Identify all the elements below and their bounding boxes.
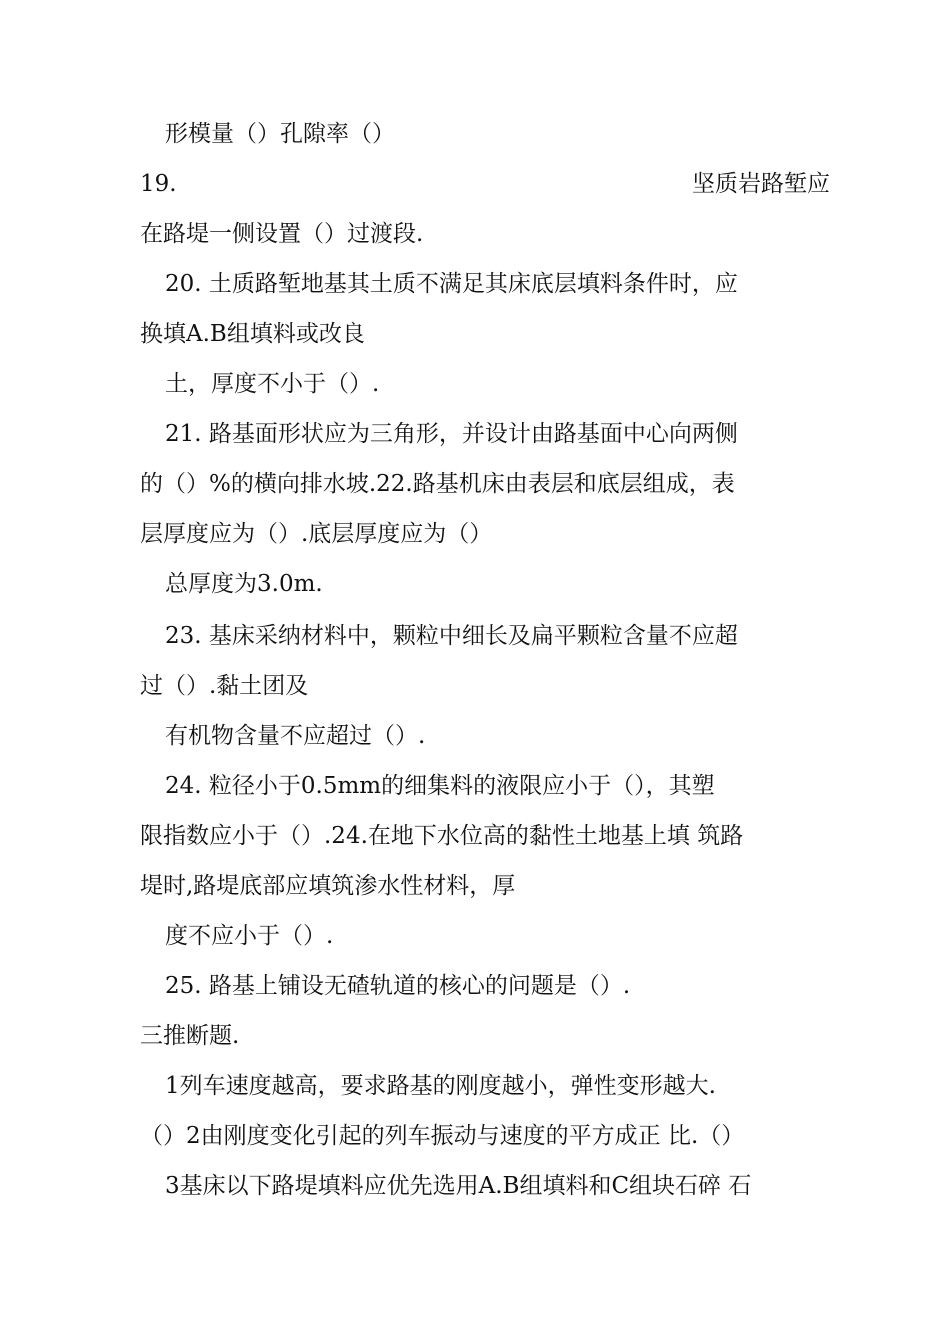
text-line: 有机物含量不应超过（）. (165, 723, 426, 749)
section-heading: 三推断题. (140, 1023, 240, 1049)
text-line: 总厚度为3.0m. (165, 571, 323, 597)
text-line: 在路堤一侧设置（）过渡段. (140, 221, 424, 247)
text-line: 层厚度应为（）.底层厚度应为（） (140, 521, 493, 547)
text-line: 形模量（）孔隙率（） (165, 121, 395, 147)
text-line: 23. 基床采纳材料中，颗粒中细长及扁平颗粒含量不应超 (165, 623, 738, 649)
text-line: 21. 路基面形状应为三角形，并设计由路基面中心向两侧 (165, 421, 738, 447)
text-segment: 坚质岩路堑应 (692, 171, 830, 197)
text-line: 土，厚度不小于（）. (165, 371, 380, 397)
text-line: 的（）%的横向排水坡.22.路基机床由表层和底层组成，表 (140, 471, 735, 497)
text-line-justified (140, 166, 830, 202)
text-line: 堤时,路堤底部应填筑渗水性材料，厚 (140, 873, 516, 899)
text-line: （）2由刚度变化引起的列车振动与速度的平方成正 比.（） (140, 1123, 745, 1149)
text-line: 3基床以下路堤填料应优先选用A.B组填料和C组块石碎 石 (165, 1173, 752, 1199)
text-line: 限指数应小于（）.24.在地下水位高的黏性土地基上填 筑路 (140, 823, 744, 849)
question-number: 19. (140, 171, 177, 197)
text-line: 过（）.黏土团及 (140, 673, 309, 699)
text-line: 25. 路基上铺设无碴轨道的核心的问题是（）. (165, 973, 631, 999)
text-line: 度不应小于（）. (165, 923, 334, 949)
text-line: 24. 粒径小于0.5mm的细集料的液限应小于（），其塑 (165, 773, 715, 799)
text-line: 20. 土质路堑地基其土质不满足其床底层填料条件时，应 (165, 271, 738, 297)
text-line: 换填A.B组填料或改良 (140, 321, 365, 347)
text-line: 1列车速度越高，要求路基的刚度越小，弹性变形越大. (165, 1073, 716, 1099)
